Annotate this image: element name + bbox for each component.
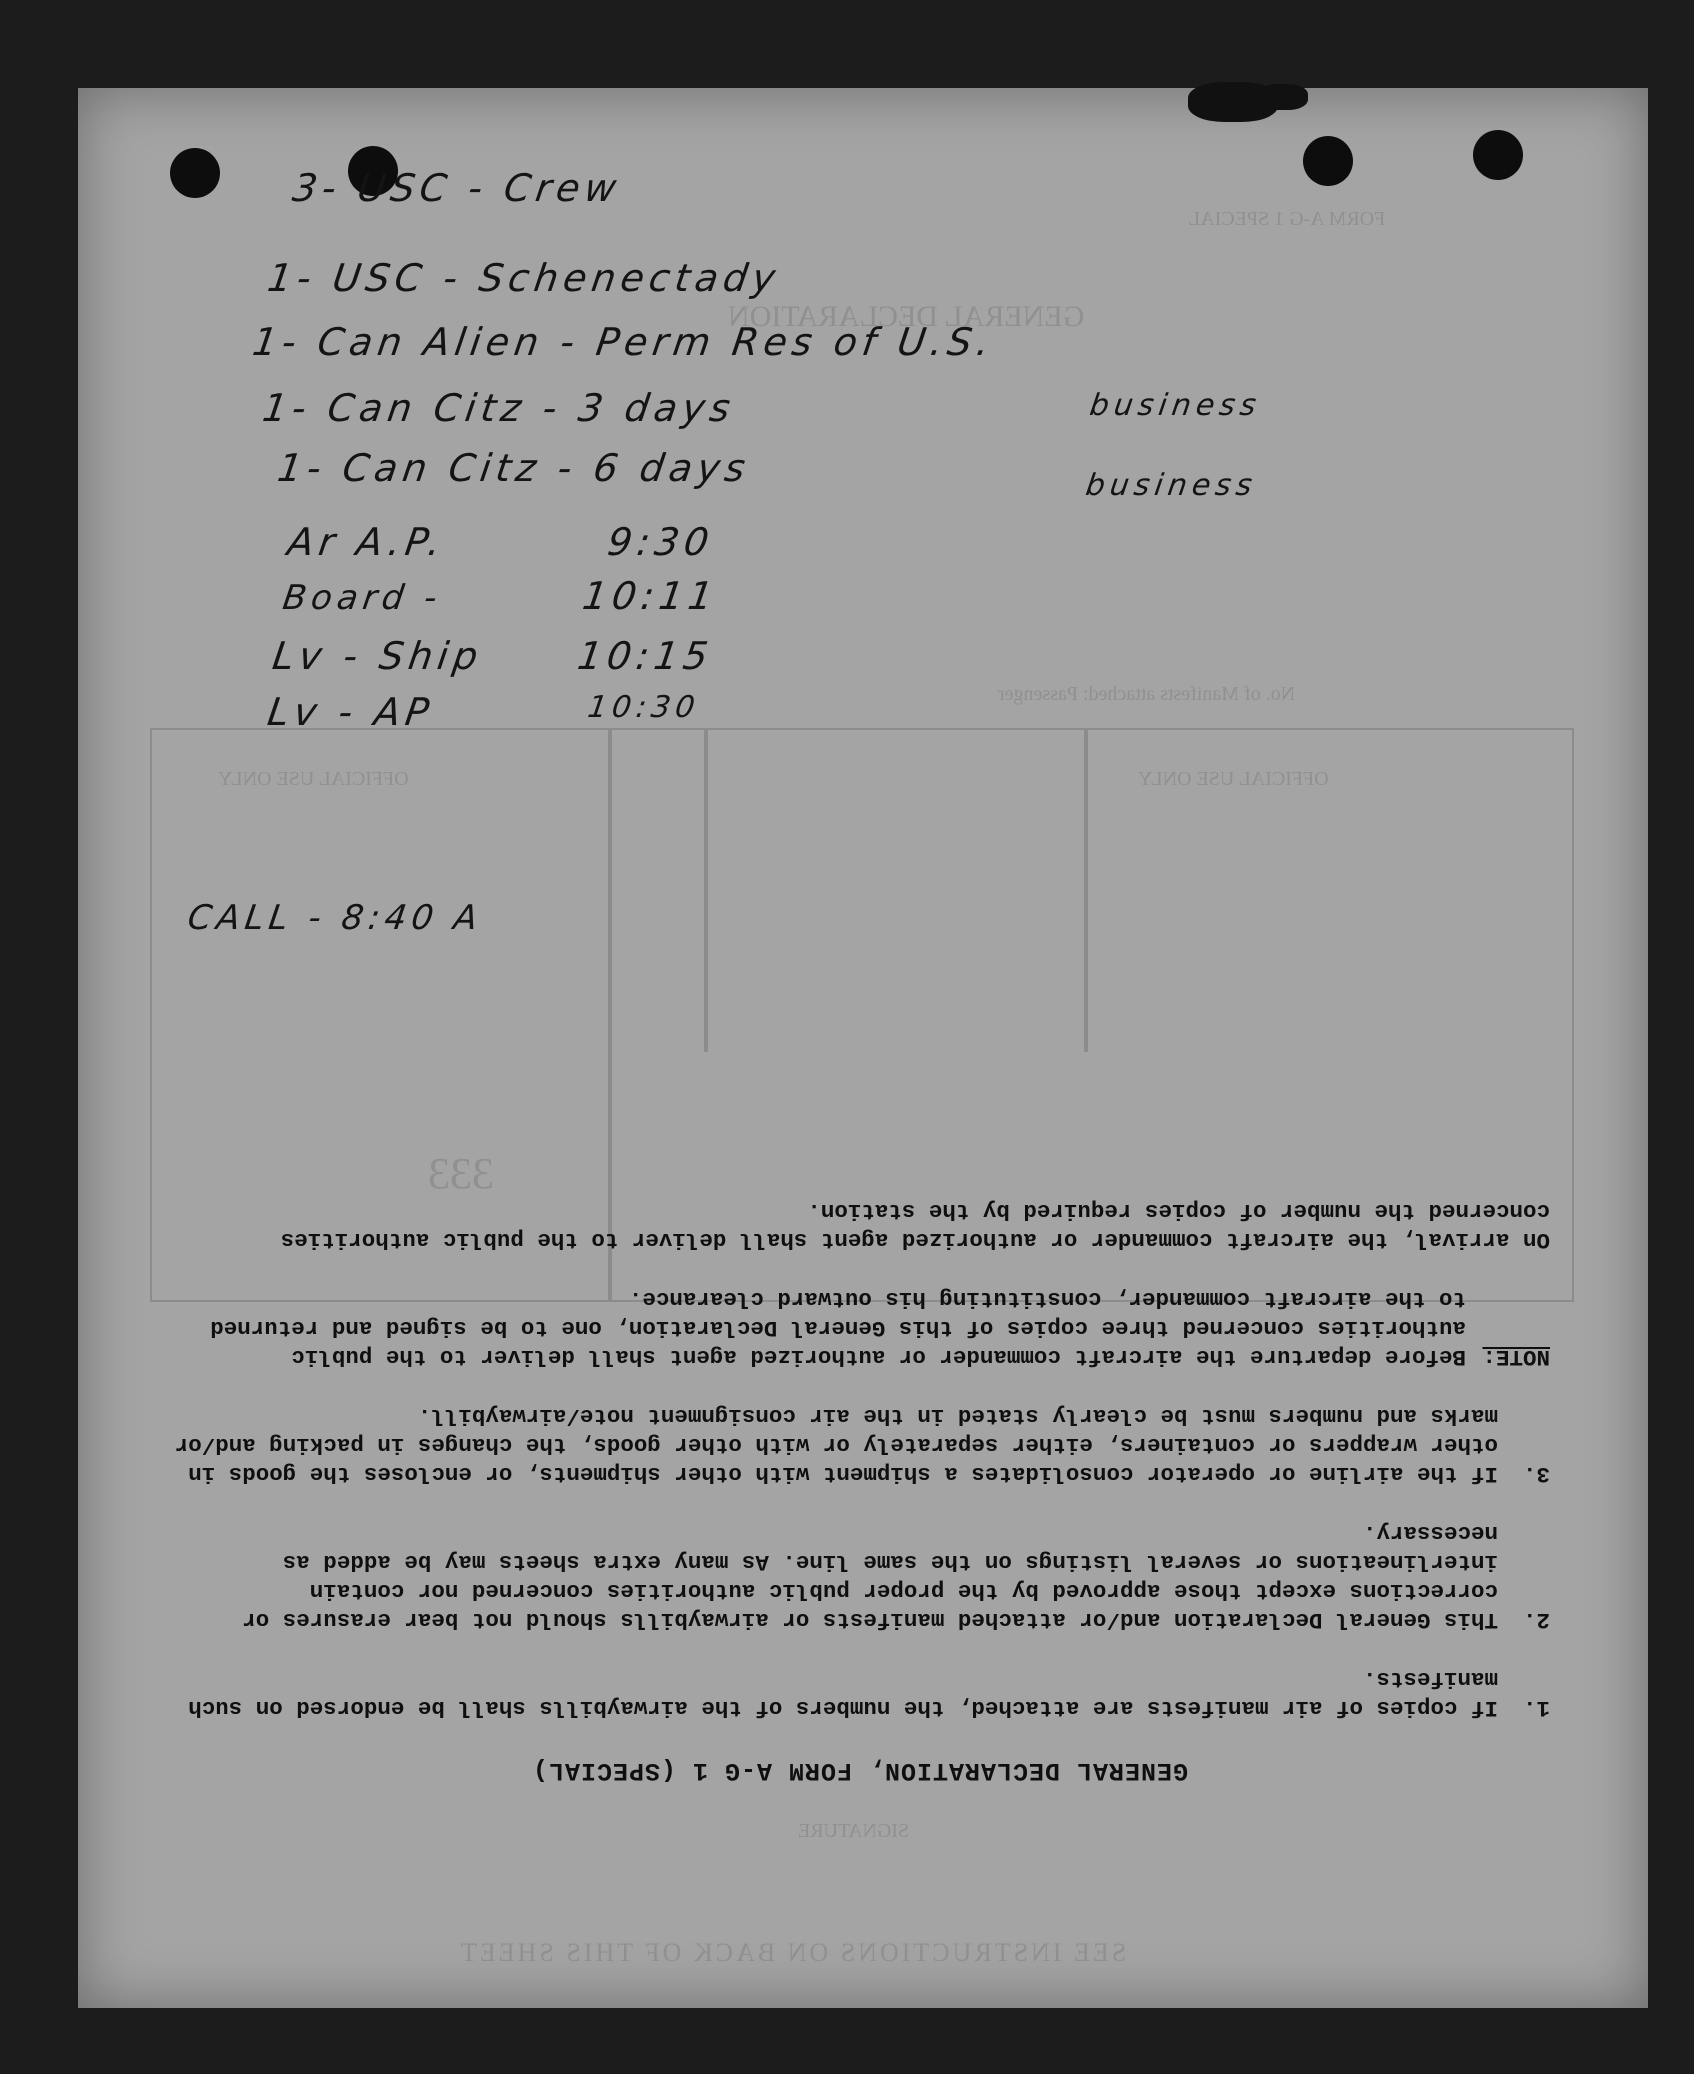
handwritten-crew-line: 3- USC - Crew [289,166,625,210]
inverted-instructions-block [170,1045,1550,1785]
instruction-number: 3. [1522,1461,1550,1487]
note-text: Before departure the aircraft commander or authorized agent shall deliver to the public authorities concerned three copies of this General Declaration, one to be signed and returned to the aircraft commander, constituting his outward clearance. [210,1286,1466,1370]
instruction-text: This General Declaration and/or attached manifests or airwaybills should not bear erasures or corrections except those approved by the proper public authorities concerned nor contain interlineations or several listings on the same line. As many extra sheets may be added as necessary. [242,1520,1498,1633]
time-label-leave-ship: Lv - Ship [269,634,486,678]
handwritten-citizen-3days: 1- Can Citz - 3 days [259,386,738,430]
time-label-leave-ap: Lv - AP [264,690,437,734]
time-label-arrive: Ar A.P. [284,520,449,564]
ghost-stamp: 333 [428,1149,494,1198]
ghost-title: GENERAL DECLARATION [728,300,1085,333]
handwritten-call-time: CALL - 8:40 A [185,898,485,938]
punch-hole [170,148,220,198]
time-value-board: 10:11 [579,574,721,618]
note-block [170,1284,1550,1371]
handwritten-citizen-6days: 1- Can Citz - 6 days [274,446,753,490]
handwritten-business: business [1087,388,1264,423]
ghost-manifests-line: No. of Manifests attached: Passenger [998,683,1296,705]
ghost-bottom-line: SEE INSTRUCTIONS ON BACK OF THIS SHEET [458,1938,1127,1967]
punch-hole [1303,136,1353,186]
time-value-arrive: 9:30 [604,520,717,564]
instructions-title: GENERAL DECLARATION, FORM A-G 1 (SPECIAL) [531,1756,1189,1785]
ghost-table-divider [1084,728,1088,1052]
instruction-number: 2. [1522,1607,1550,1633]
handwritten-schenectady-line: 1- USC - Schenectady [264,256,784,300]
time-label-board: Board - [280,578,445,618]
instruction-item [170,1401,1550,1488]
handwritten-alien-line: 1- Can Alien - Perm Res of U.S. [249,320,997,364]
ghost-official-use: OFFICIAL USE ONLY [218,768,409,790]
instruction-item [170,1518,1550,1634]
ghost-signature: SIGNATURE [798,1820,910,1842]
ghost-official-use: OFFICIAL USE ONLY [1138,768,1329,790]
time-value-leave-ap: 10:30 [585,690,702,725]
instruction-text: If the airline or operator consolidates a shipment with other shipments, or encloses the goods in other wrappers or containers, either separately or with other goods, the changes in packing and/or marks and numbers must be clearly stated in the air consignment note/airwaybill. [174,1403,1498,1487]
arrival-text: On arrival, the aircraft commander or authorized agent shall deliver to the public authorities concerned the number of copies required by the station. [280,1198,1550,1253]
ghost-header: FORM A-G 1 SPECIAL [1188,208,1386,230]
instruction-number: 1. [1522,1695,1550,1721]
time-value-leave-ship: 10:15 [574,634,716,678]
ghost-table-divider [704,728,708,1052]
punch-hole [1473,130,1523,180]
instruction-item [170,1664,1550,1722]
instruction-text: If copies of air manifests are attached, the numbers of the airwaybills shall be endorsed on such manifests. [188,1666,1498,1721]
torn-edge [1258,84,1308,110]
handwritten-business: business [1083,468,1260,503]
note-label: NOTE: [1482,1344,1550,1370]
